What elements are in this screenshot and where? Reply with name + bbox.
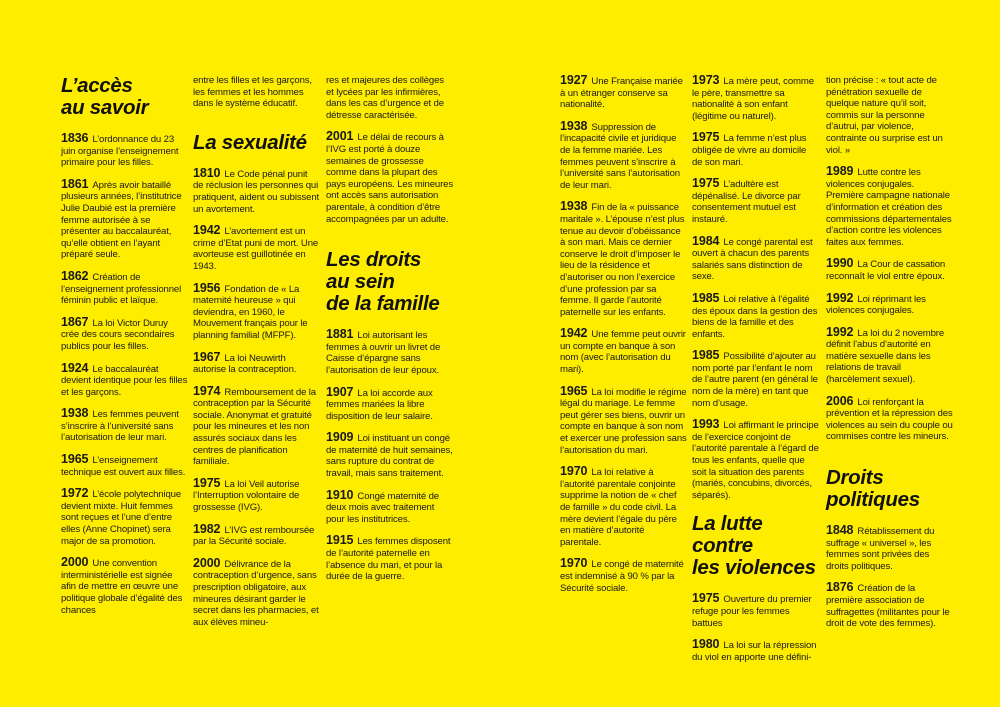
entry-year: 1975 — [692, 591, 720, 606]
timeline-entry — [193, 383, 320, 468]
timeline-entry — [692, 639, 819, 663]
timeline-entry — [326, 329, 453, 376]
timeline-entry — [61, 488, 188, 547]
entry-year: 2001 — [326, 129, 354, 144]
timeline-entry — [326, 487, 453, 526]
timeline-entry — [61, 133, 188, 169]
entry-text: Possibilité d’ajouter au nom porté par l’enfant le nom de l’autre parent (en général le nom de la mère) en tant que nom d’usage. — [692, 351, 818, 409]
timeline-entry — [692, 178, 819, 225]
timeline-entry — [692, 233, 819, 283]
section-lutte-violences — [692, 513, 819, 579]
entry-text: La loi du 2 novembre définit l’abus d’autorité en matière sexuelle dans les relations de travail (harcèlement sexuel). — [826, 327, 945, 386]
column-2 — [193, 75, 320, 638]
column-1 — [61, 75, 188, 626]
entry-text: Suppression de l’incapacité civile et juridique de la femme mariée. Les femmes peuvent s’inscrire à l’université sans l’autorisation de leur mari. — [560, 121, 680, 191]
entry-text: Fin de la « puissance maritale ». L’épouse n’est plus tenue au devoir d’obéissance à son mari. Mais ce dernier conserve le droit d’imposer le lieu de la résidence et d’autoriser ou non l’exercice d’une profession par sa femme. Il garde l’autorité paternelle sur les enfants. — [560, 202, 685, 318]
timeline-entry — [326, 384, 453, 423]
timeline-entry — [692, 290, 819, 340]
timeline-entry — [560, 328, 687, 375]
timeline-entry — [826, 525, 953, 572]
entry-year: 1938 — [560, 199, 588, 214]
entry-text: Loi renforçant la prévention et la répression des violences au sein du couple ou commises contre les mineurs. — [826, 396, 953, 443]
entry-year: 1876 — [826, 580, 854, 595]
entry-text: Le congé parental est ouvert à chacun des parents salariés sans distinction de sexe. — [692, 236, 813, 283]
entry-text: Congé maternité de deux mois avec traitement pour les institutrices. — [326, 490, 439, 525]
entry-year: 1810 — [193, 165, 221, 180]
entry-year: 1924 — [61, 360, 89, 375]
timeline-entry — [193, 475, 320, 514]
entry-year: 1915 — [326, 533, 354, 548]
entry-text: Les femmes peuvent s’inscrire à l’université sans l’autorisation de leur mari. — [61, 409, 179, 444]
entry-text: Loi instituant un congé de maternité de huit semaines, sans rupture du contrat de travail, mais sans traitement. — [326, 433, 453, 480]
entry-year: 1975 — [692, 130, 720, 145]
entry-text: Loi autorisant les femmes à ouvrir un livret de Caisse d’épargne sans l’autorisation de leur époux. — [326, 330, 441, 376]
right-page — [500, 0, 1000, 707]
entry-text: L’enseignement technique est ouvert aux filles. — [61, 455, 186, 478]
entry-year: 2000 — [61, 555, 89, 570]
column-3 — [326, 75, 453, 593]
continued-text: res et majeures des collèges et lycées par les infirmières, dans les cas d’urgence et de détresse caractérisée. — [326, 75, 444, 121]
column-5 — [692, 75, 819, 673]
entry-year: 1942 — [560, 326, 588, 341]
section-heading-line: La sexualité — [193, 130, 307, 154]
timeline-entry — [826, 582, 953, 629]
entry-year: 1861 — [61, 176, 89, 191]
entry-text: La mère peut, comme le père, transmettre sa nationalité à son enfant (légitime ou naturel). — [692, 76, 814, 122]
entry-year: 1938 — [560, 118, 588, 133]
section-droits-politiques — [826, 467, 953, 511]
entry-year: 1982 — [193, 521, 221, 536]
entry-year: 1965 — [61, 452, 89, 467]
timeline-entry — [560, 75, 687, 111]
entry-text: La loi sur la répression du viol en apporte une défini- — [692, 640, 817, 663]
entry-year: 1989 — [826, 164, 854, 179]
entry-text: La loi Victor Duruy crée des cours secondaires publics pour les filles. — [61, 317, 175, 352]
entry-text: Loi relative à l’égalité des époux dans la gestion des biens de la famille et des enfants. — [692, 293, 818, 340]
entry-text: Création de la première association de suffragettes (militantes pour le droit de vote des femmes). — [826, 583, 950, 630]
entry-text: La loi modifie le régime légal du mariage. Le femme peut gérer ses biens, ouvrir un compte en banque à son nom et exercer une profession sans l’autorisation du mari. — [560, 386, 687, 456]
entry-text: Création de l’enseignement professionnel féminin public et laïque. — [61, 271, 182, 307]
entry-year: 1881 — [326, 327, 354, 342]
section-heading-line: de la famille — [326, 292, 440, 316]
timeline-entry — [692, 132, 819, 168]
entry-year: 2000 — [193, 555, 221, 570]
timeline-entry — [61, 360, 188, 399]
timeline-entry — [326, 131, 453, 225]
entry-text: La loi Neuwirth autorise la contraception. — [193, 352, 297, 376]
entry-text: Loi réprimant les violences conjugales. — [826, 293, 926, 317]
entry-text: Le délai de recours à l’IVG est porté à douze semaines de grossesse comme dans la plupart des pays européens. Les mineures ont accès sans autorisation parentale, à condition d’être accompagnées par un adulte. — [326, 132, 453, 225]
timeline-entry — [560, 383, 687, 457]
entry-text: L’avortement est un crime d’Etat puni de mort. Une avorteuse est guillotinée en 1943. — [193, 226, 319, 272]
timeline-entry — [61, 408, 188, 444]
entry-text: L’école polytechnique devient mixte. Huit femmes sont reçues et l’une d’entre elles (Anne Chopinet) sera major de sa promotion. — [61, 489, 182, 547]
timeline-entry — [826, 290, 953, 317]
entry-year: 1975 — [193, 475, 221, 490]
entry-year: 1967 — [193, 349, 221, 364]
timeline-entry — [326, 432, 453, 479]
entry-text: Le congé de maternité est indemnisé à 90 % par la Sécurité sociale. — [560, 559, 684, 594]
column-4 — [560, 75, 687, 604]
entry-year: 1974 — [193, 383, 221, 398]
entry-text: Une convention interministérielle est signée afin de mettre en œuvre une politique globale d’égalité des chances — [61, 558, 183, 616]
entry-text: La loi accorde aux femmes mariées la libre disposition de leur salaire. — [326, 387, 433, 422]
section-acces-au-savoir — [61, 75, 188, 119]
entry-year: 1942 — [193, 223, 221, 238]
section-heading-line: La lutte contre — [692, 512, 763, 558]
entry-year: 1927 — [560, 73, 588, 87]
timeline-entry — [326, 535, 453, 582]
section-heading-line: au sein — [326, 270, 395, 294]
timeline-entry — [193, 521, 320, 548]
entry-year: 1907 — [326, 384, 354, 399]
entry-year: 2006 — [826, 393, 854, 408]
entry-year: 1836 — [61, 131, 89, 145]
entry-text: Lutte contre les violences conjugales. Première campagne nationale d’information et création des commissions départementales d’action contre les violences faites aux femmes. — [826, 167, 952, 248]
entry-text: La Cour de cassation reconnaît le viol entre époux. — [826, 259, 946, 282]
entry-text: L’IVG est remboursée par la Sécurité sociale. — [193, 524, 315, 548]
timeline-entry — [193, 349, 320, 376]
entry-year: 1993 — [692, 417, 720, 432]
entry-year: 1867 — [61, 314, 89, 329]
section-heading-line: Les droits — [326, 248, 421, 272]
timeline-entry — [61, 454, 188, 478]
column-6 — [826, 75, 953, 640]
entry-year: 1992 — [826, 324, 854, 339]
entry-year: 1990 — [826, 256, 854, 271]
entry-year: 1980 — [692, 637, 720, 652]
entry-text: Le baccalauréat devient identique pour les filles et les garçons. — [61, 363, 188, 398]
timeline-entry — [193, 555, 320, 629]
entry-year: 1992 — [826, 290, 854, 305]
entry-text: Rétablissement du suffrage « universel », les femmes sont privées des droits politiques. — [826, 526, 935, 572]
entry-year: 1985 — [692, 290, 720, 305]
entry-year: 1909 — [326, 430, 354, 445]
timeline-entry — [692, 75, 819, 122]
entry-year: 1862 — [61, 268, 89, 283]
timeline-entry — [826, 258, 953, 282]
timeline-entry — [193, 165, 320, 215]
entry-text: L’adultère est dépénalisé. Le divorce par consentement mutuel est instauré. — [692, 179, 801, 225]
section-heading-line: L’accès — [61, 74, 133, 97]
timeline-entry — [692, 419, 819, 501]
entry-year: 1970 — [560, 464, 588, 479]
entry-text: Loi affirmant le principe de l’exercice conjoint de l’autorité parentale à l’égard de tous les enfants, quelle que soit la situation des parents (mariés, concubins, divorcés, séparés). — [692, 420, 819, 501]
entry-year: 1965 — [560, 383, 588, 398]
timeline-entry — [560, 118, 687, 192]
section-heading-line: Droits — [826, 466, 884, 490]
section-heading-line: politiques — [826, 488, 920, 512]
entry-text: Une Française mariée à un étranger conserve sa nationalité. — [560, 76, 683, 111]
timeline-entry — [560, 201, 687, 318]
entry-year: 1984 — [692, 233, 720, 248]
timeline-entry — [61, 314, 188, 353]
section-la-sexualite — [193, 132, 320, 154]
entry-text: Fondation de « La maternité heureuse » qui deviendra, en 1960, le Mouvement français pour le planning familial (MFPF). — [193, 283, 308, 341]
timeline-entry — [61, 176, 188, 261]
entry-year: 1956 — [193, 280, 221, 295]
entry-text: Une femme peut ouvrir un compte en banque à son nom (avec l’autorisation du mari). — [560, 329, 686, 376]
entry-year: 1973 — [692, 73, 720, 87]
entry-text: La loi Veil autorise l’Interruption volontaire de grossesse (IVG). — [193, 478, 300, 514]
timeline-entry — [826, 166, 953, 248]
entry-text: Remboursement de la contraception par la Sécurité sociale. Anonymat et gratuité pour les mineures et les non assurés sociaux dans les centres de planification familiale. — [193, 386, 316, 468]
continued-text: entre les filles et les garçons, les femmes et les hommes dans le système éducatif. — [193, 75, 312, 110]
timeline-entry — [826, 393, 953, 443]
timeline-entry — [193, 225, 320, 272]
timeline-entry — [193, 280, 320, 342]
entry-text: Le Code pénal punit de réclusion les personnes qui pratiquent, aident ou subissent un avortement. — [193, 168, 320, 215]
entry-year: 1970 — [560, 556, 588, 571]
entry-text: Les femmes disposent de l’autorité paternelle en l’absence du mari, et pour la durée de la guerre. — [326, 536, 451, 583]
timeline-entry — [560, 558, 687, 594]
entry-text: Ouverture du premier refuge pour les femmes battues — [692, 594, 812, 629]
timeline-entry — [61, 557, 188, 616]
entry-year: 1938 — [61, 406, 89, 421]
timeline-entry — [61, 268, 188, 307]
continued-text: tion précise : « tout acte de pénétration sexuelle de quelque nature qu’il soit, commis sur la personne d’autrui, par violence, contrainte ou surprise est un viol. » — [826, 75, 943, 156]
timeline-entry — [560, 466, 687, 548]
entry-year: 1848 — [826, 523, 854, 538]
section-droits-famille — [326, 249, 453, 315]
timeline-entry — [826, 324, 953, 386]
entry-text: L’ordonnance du 23 juin organise l’enseignement primaire pour les filles. — [61, 134, 179, 169]
timeline-entry — [692, 350, 819, 409]
entry-text: Après avoir bataillé plusieurs années, l’institutrice Julie Daubié est la première femme autorisée à se présenter au baccalauréat, qu’elle obtient en l’ayant préparé seule. — [61, 179, 182, 261]
entry-year: 1975 — [692, 176, 720, 191]
timeline-entry — [692, 593, 819, 629]
entry-text: La loi relative à l’autorité parentale conjointe supprime la notion de « chef de famille » du code civil. La mère devient l’égale du père en matière d’autorité parentale. — [560, 467, 677, 548]
entry-year: 1985 — [692, 348, 720, 363]
entry-text: Délivrance de la contraception d’urgence, sans prescription obligatoire, aux mineures désirant garder le secret dans les pharmacies, et aux élèves mineu- — [193, 558, 319, 628]
entry-year: 1972 — [61, 486, 89, 501]
section-heading-line: au savoir — [61, 96, 149, 119]
entry-year: 1910 — [326, 487, 354, 502]
section-heading-line: les violences — [692, 556, 816, 580]
entry-text: La femme n’est plus obligée de vivre au domicile de son mari. — [692, 133, 807, 168]
